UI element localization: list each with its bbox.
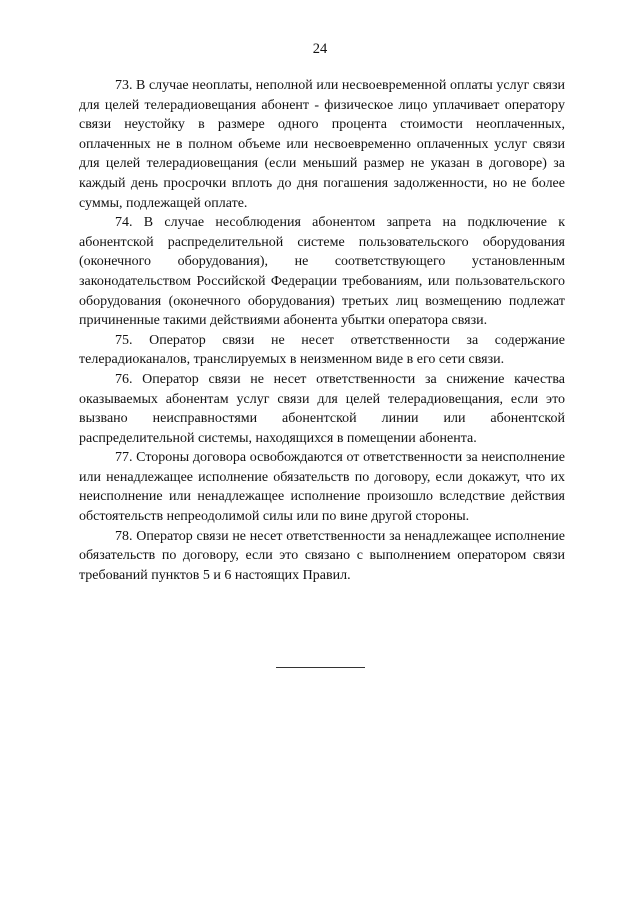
paragraph-78: 78. Оператор связи не несет ответственности за ненадлежащее исполнение обязательств по договору, если это связано с выполнением оператором связи требований пунктов 5 и 6 настоящих Правил. xyxy=(79,528,565,583)
paragraph-77: 77. Стороны договора освобождаются от ответственности за неисполнение или ненадлежащее исполнение обязательств по договору, если докажут, что их неисполнение или ненадлежащее исполнение произошло вследствие действия обстоятельств непреодолимой силы или по вине другой стороны. xyxy=(79,450,565,525)
page-number: 24 xyxy=(312,41,328,57)
end-divider-line xyxy=(276,667,365,668)
paragraph-76: 76. Оператор связи не несет ответственности за снижение качества оказываемых абонентам услуг связи для целей телерадиовещания, если это вызвано неисправностями абонентской линии или абонентской распределительной системы, находящихся в помещении абонента. xyxy=(79,371,565,446)
paragraph-73: 73. В случае неоплаты, неполной или несвоевременной оплаты услуг связи для целей телерадиовещания абонент - физическое лицо уплачивает оператору связи неустойку в размере одного процента стоимости неоплаченных, оплаченных не в полном объеме или несвоевременно оплаченных услуг связи для целей телерадиовещания (если меньший размер не указан в договоре) за каждый день просрочки вплоть до дня погашения задолженности, но не более суммы, подлежащей оплате. xyxy=(79,78,565,211)
document-body xyxy=(79,76,565,585)
paragraph-74: 74. В случае несоблюдения абонентом запрета на подключение к абонентской распределительной системе пользовательского оборудования (оконечного оборудования), не соответствующего установленным законодательством Российской Федерации требованиям, или пользовательского оборудования (оконечного оборудования) третьих лиц возмещению подлежат причиненные такими действиями абонента убытки оператора связи. xyxy=(79,215,565,329)
paragraph-75: 75. Оператор связи не несет ответственности за содержание телерадиоканалов, транслируемых в неизменном виде в его сети связи. xyxy=(79,332,565,368)
